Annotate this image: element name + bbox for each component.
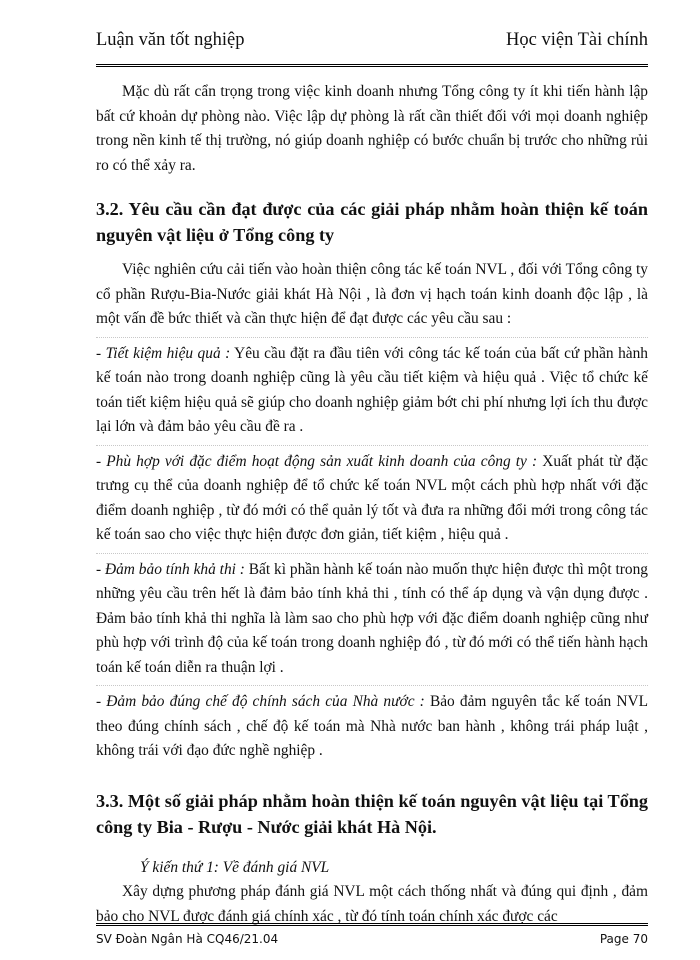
section-3-2-paragraph: Việc nghiên cứu cải tiến vào hoàn thiện công tác kế toán NVL , đối với Tổng công ty cổ phần Rượu-Bia-Nước giải khát Hà Nội , là đơn vị hạch toán kinh doanh độc lập , là một vấn đề bức thiết và cần thực hiện để đạt được các yêu cầu sau :	[96, 261, 648, 327]
requirement-item	[96, 445, 648, 548]
page-content	[96, 80, 648, 929]
bullet-dash: -	[96, 693, 107, 710]
requirement-item	[96, 685, 648, 764]
header-thesis-title: Luận văn tốt nghiệp	[96, 30, 245, 50]
bullet-dash: -	[96, 344, 106, 362]
requirement-item	[96, 553, 648, 681]
requirement-text: Yêu cầu đặt ra đầu tiên với công tác kế toán của bất cứ phần hành kế toán nào trong doanh nghiệp cũng là yêu cầu tiết kiệm và hiệu quả . Việc tổ chức kế toán tiết kiệm hiệu quả sẽ giúp cho doanh nghiệp giảm bớt chi phí nhưng lợi ích thu được lại lớn và đảm bảo yêu cầu đề ra .	[96, 344, 648, 435]
requirement-text: Bất kì phần hành kế toán nào muốn thực hiện được thì một trong những yêu cầu trên hết là đảm bảo tính khả thi , tính có thể áp dụng và vận dụng được . Đảm bảo tính khả thi nghĩa là làm sao cho phù hợp với đặc điểm doanh nghiệp cũng như phù hợp với trình độ của kế toán trong doanh nghiệp đó , từ đó mới có thể tiến hành hạch toán kế toán diễn ra thuận lợi .	[96, 560, 648, 676]
bullet-dash: -	[96, 560, 105, 578]
footer-page-number: Page 70	[599, 932, 648, 946]
header-institution: Học viện Tài chính	[506, 30, 648, 50]
requirement-text: Bảo đảm nguyên tắc kế toán NVL theo đúng chính sách , chế độ kế toán mà Nhà nước ban hành , không trái pháp luật , không trái với đạo đức nghề nghiệp .	[96, 693, 649, 759]
requirement-item	[96, 337, 648, 440]
bullet-dash: -	[96, 452, 107, 470]
requirement-label: Phù hợp với đặc điểm hoạt động sản xuất kinh doanh của công ty :	[106, 452, 538, 470]
section-heading-3-3: 3.3. Một số giải pháp nhằm hoàn thiện kế toán nguyên vật liệu tại Tổng công ty Bia - Rượu - Nước giải khát Hà Nội.	[96, 790, 648, 837]
requirement-text: Xuất phát từ đặc trưng cụ thể của doanh nghiệp để tổ chức kế toán NVL một cách phù hợp nhất với đặc điểm doanh nghiệp , từ đó mới có thể quản lý tốt và đưa ra những đổi mới trong công tác kế toán sao cho việc thực hiện được đơn giản, tiết kiệm , hiệu quả .	[96, 452, 649, 543]
subheading-opinion-1: Ý kiến thứ 1: Về đánh giá NVL	[140, 858, 330, 876]
requirement-label: Đảm bảo tính khả thi :	[105, 560, 245, 578]
section-heading-3-2: 3.2. Yêu cầu cần đạt được của các giải pháp nhằm hoàn thiện kế toán nguyên vật liệu ở Tổng công ty	[96, 199, 648, 245]
requirement-label: Đảm bảo đúng chế độ chính sách của Nhà nước :	[106, 693, 425, 710]
footer-student-name: SV Đoàn Ngân Hà CQ46/21.04	[96, 932, 279, 946]
requirement-label: Tiết kiệm hiệu quả :	[105, 344, 231, 362]
opinion-1-paragraph: Xây dựng phương pháp đánh giá NVL một cách thống nhất và đúng qui định , đảm bảo cho NVL được đánh giá chính xác , từ đó tính toán chính xác được các	[96, 883, 648, 925]
page-header	[96, 30, 648, 67]
page-footer	[96, 923, 648, 946]
intro-paragraph: Mặc dù rất cẩn trọng trong việc kinh doanh nhưng Tổng công ty ít khi tiến hành lập bất cứ khoản dự phòng nào. Việc lập dự phòng là rất cần thiết đối với mọi doanh nghiệp trong nền kinh tế thị trường, nó giúp doanh nghiệp có bước chuẩn bị trước cho những rủi ro có thể xảy ra.	[96, 83, 648, 174]
